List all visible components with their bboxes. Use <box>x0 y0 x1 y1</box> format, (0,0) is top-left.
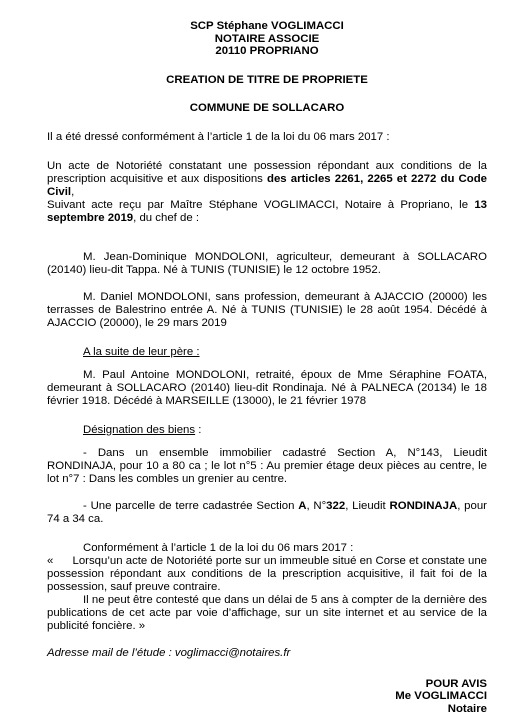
signature-name: Me VOGLIMACCI <box>395 690 487 702</box>
act-description <box>47 160 487 199</box>
office-name: SCP Stéphane VOGLIMACCI <box>190 20 344 32</box>
goods-item-text: - Une parcelle de terre cadastrée Section <box>83 499 299 512</box>
goods-heading-text: Désignation des biens <box>83 423 196 436</box>
act-received <box>47 199 487 225</box>
goods-heading <box>47 424 487 437</box>
conform-intro: Conformément à l’article 1 de la loi du 06 mars 2017 : <box>83 541 354 554</box>
goods-section: A <box>298 499 307 512</box>
father-paragraph: M. Paul Antoine MONDOLONI, retraité, époux de Mme Séraphine FOATA, demeurant à SOLLACARO (20140) lieu-dit Rondinaja. Né à PALNECA (20134) le 18 février 1918. Décédé à MARSEILLE (13000), le 21 février 1978 <box>47 368 487 407</box>
goods-heading-suffix: : <box>195 423 202 436</box>
act-paragraph <box>47 160 487 225</box>
goods-item <box>47 500 487 526</box>
office-role: NOTAIRE ASSOCIE <box>214 32 320 45</box>
law-quote <box>47 555 487 633</box>
act-received-end: , du chef de : <box>133 211 199 224</box>
document-title: CREATION DE TITRE DE PROPRIETE <box>166 73 368 86</box>
goods-item: - Dans un ensemble immobilier cadastré Section A, N°143, Lieudit RONDINAJA, pour 10 a 80 ca ; le lot n°5 : Au premier étage deux pièces au centre, le lot n°7 : Dans les combles un grenier au centre. <box>47 446 487 485</box>
office-email: Adresse mail de l’étude : voglimacci@notaires.fr <box>47 646 291 659</box>
signature-title: Notaire <box>447 702 487 715</box>
quote-open-mark: « <box>47 554 54 567</box>
person-paragraph: M. Jean-Dominique MONDOLONI, agriculteur, demeurant à SOLLACARO (20140) lieu-dit Tappa. Né à TUNIS (TUNISIE) le 12 octobre 1952. <box>47 250 487 276</box>
act-articles: des articles 2261, 2265 et 2272 du Code Civil <box>47 172 487 198</box>
person-paragraph: M. Daniel MONDOLONI, sans profession, demeurant à AJACCIO (20000) les terrasses de Balestrino entrée A. Né à TUNIS (TUNISIE) le 28 août 1954. Décédé à AJACCIO (20000), le 29 mars 2019 <box>47 290 487 329</box>
intro-paragraph: Il a été dressé conformément à l’article 1 de la loi du 06 mars 2017 : <box>47 130 390 143</box>
office-header <box>47 0 487 58</box>
goods-parcel-number: 322 <box>326 499 346 512</box>
law-quote-text: Lorsqu’un acte de Notoriété porte sur un immeuble situé en Corse et constate une possession répondant aux conditions de la prescription acquisitive, il fait foi de la possession, sauf preuve contraire. <box>47 554 487 593</box>
signature-pour-avis: POUR AVIS <box>425 677 487 690</box>
law-quote-second: Il ne peut être contesté que dans un délai de 5 ans à compter de la dernière des publications de cet acte par voie d’affichage, sur un site internet et au service de la publicité foncière. » <box>47 593 488 632</box>
act-description-end: , <box>71 185 75 198</box>
act-description-text: Un acte de Notoriété constatant une possession répondant aux conditions de la prescription acquisitive et aux dispositions <box>47 159 487 185</box>
signature-block <box>47 678 487 716</box>
law-quote-first <box>47 555 487 594</box>
goods-lieudit: RONDINAJA <box>389 499 458 512</box>
office-city: 20110 PROPRIANO <box>215 45 319 57</box>
father-heading <box>47 346 487 359</box>
document-subtitle: COMMUNE DE SOLLACARO <box>189 101 345 114</box>
goods-item-text: , pour 74 a 34 ca. <box>47 499 487 525</box>
act-date: 13 septembre 2019 <box>47 198 487 224</box>
act-received-text: Suivant acte reçu par Maître Stéphane VOGLIMACCI, Notaire à Propriano, le <box>47 198 475 211</box>
goods-item-text: , N° <box>306 499 327 512</box>
goods-item-text: , Lieudit <box>345 499 390 512</box>
father-heading-text: A la suite de leur père : <box>83 345 200 358</box>
